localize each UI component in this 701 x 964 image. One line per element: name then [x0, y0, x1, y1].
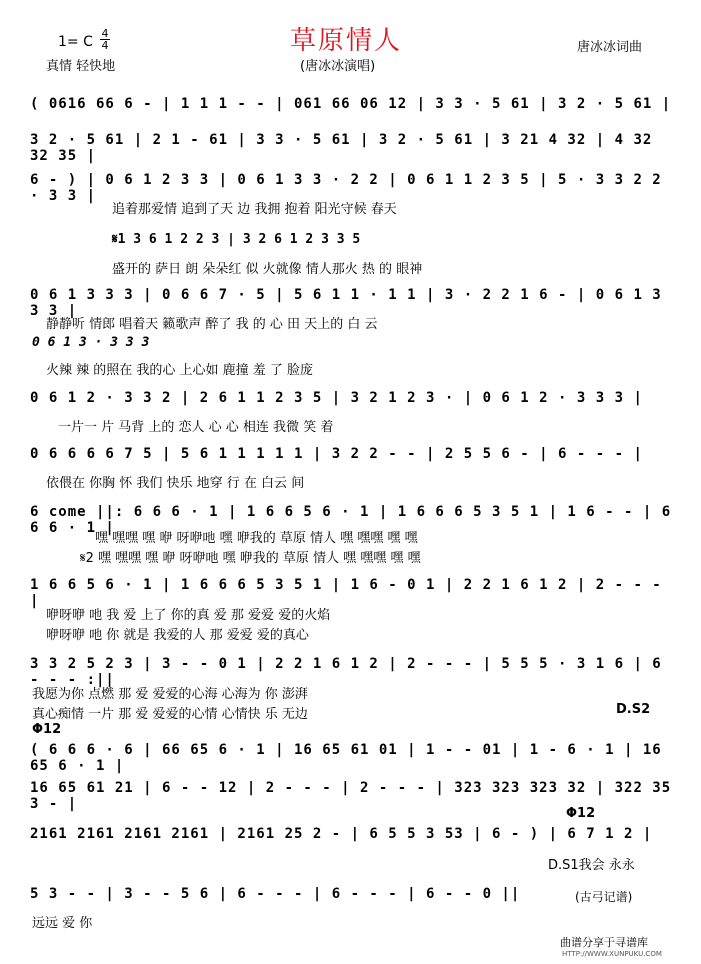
- notes: 1 6 6 5 6 · 1 | 1 6 6 6 5 3 5 1 | 1 6 - 0 1 | 2 2 1 6 1 2 | 2 - - - |: [30, 577, 662, 609]
- notation-row-1: [30, 96, 675, 118]
- lyric-line: 追着那爱情 追到了天 边 我拥 抱着 阳光守候 春天: [112, 202, 397, 217]
- notation-row-2: [30, 132, 675, 164]
- lyric-line: 咿呀咿 吔 你 就是 我爱的人 那 爱爱 爱的真心: [46, 628, 309, 643]
- notation-row-12: [30, 826, 675, 848]
- lyric-line: 火辣 辣 的照在 我的心 上心如 鹿撞 羞 了 脸庞: [46, 363, 314, 378]
- notation-row-3: [30, 172, 675, 204]
- time-signature: [100, 28, 110, 51]
- lyric-line: 依偎在 你胸 怀 我们 快乐 地穿 行 在 白云 间: [46, 476, 305, 491]
- notation-row-11: [30, 780, 675, 812]
- coda-mark: Φ12: [566, 806, 596, 821]
- notation-row-10: [30, 742, 675, 774]
- notes: 0 6 6 6 6 7 5 | 5 6 1 1 1 1 1 | 3 2 2 - - | 2 5 5 6 - | 6 - - - |: [30, 446, 643, 462]
- lyric-line: 远远 爱 你: [32, 916, 93, 931]
- notes: 2161 2161 2161 2161 | 2161 25 2 - | 6 5 5 3 53 | 6 - ) | 6 7 1 2 |: [30, 826, 653, 842]
- coda-mark: Φ12: [32, 722, 62, 737]
- notes: 3 2 · 5 61 | 2 1 - 61 | 3 3 · 5 61 | 3 2 · 5 61 | 3 21 4 32 | 4 32 32 35 |: [30, 132, 653, 164]
- lyric-line: 盛开的 萨日 朗 朵朵红 似 火就像 情人那火 热 的 眼神: [112, 262, 423, 277]
- ds1-mark: D.S1我会 永永: [548, 858, 635, 873]
- notation-row-8: [30, 577, 675, 609]
- lyric-line: 嘿 嘿嘿 嘿 咿 呀咿吔 嘿 咿我的 草原 情人 嘿 嘿嘿 嘿 嘿: [95, 531, 418, 546]
- footer-text: 曲谱分享于寻谱库: [560, 936, 648, 949]
- notation-row-5: [30, 390, 675, 412]
- notes: 5 3 - - | 3 - - 5 6 | 6 - - - | 6 - - - | 6 - - 0 ||: [30, 886, 521, 902]
- notes: 6 - ) | 0 6 1 2 3 3 | 0 6 1 3 3 · 2 2 | 0 6 1 1 2 3 5 | 5 · 3 3 2 2 · 3 3 |: [30, 172, 662, 204]
- notes: 3 3 2 5 2 3 | 3 - - 0 1 | 2 2 1 6 1 2 | 2 - - - | 5 5 5 · 3 1 6 | 6 - - - :||: [30, 656, 662, 688]
- time-bottom: 4: [101, 39, 109, 52]
- key-signature: 1= C: [58, 34, 93, 50]
- notation-row-7: [30, 504, 675, 536]
- notes: 16 65 61 21 | 6 - - 12 | 2 - - - | 2 - - - | 323 323 323 32 | 322 35 3 - |: [30, 780, 672, 812]
- notation-row-4: [30, 287, 675, 319]
- notes: 6 come ||: 6 6 6 · 1 | 1 6 6 5 6 · 1 | 1 6 6 6 5 3 5 1 | 1 6 - - | 6 6 6 · 1 |: [30, 504, 672, 536]
- footer-url[interactable]: HTTP://WWW.XUNPUKU.COM: [562, 950, 662, 958]
- tempo-marking: 真情 轻快地: [46, 59, 116, 74]
- lyric-line: 我愿为你 点燃 那 爱 爱爱的心海 心海为 你 澎湃: [32, 687, 308, 702]
- notes: ( 0616 66 6 - | 1 1 1 - - | 061 66 06 12 | 3 3 · 5 61 | 3 2 · 5 61 |: [30, 96, 672, 112]
- notes: 0 6 1 3 3 3 | 0 6 6 7 · 5 | 5 6 1 1 · 1 1 | 3 · 2 2 1 6 - | 0 6 1 3 3 3 |: [30, 287, 662, 319]
- ds2-mark: D.S2: [616, 702, 651, 717]
- notation-row-6: [30, 446, 675, 468]
- lyric-line: 静静听 情郎 唱着天 籁歌声 醉了 我 的 心 田 天上的 白 云: [46, 317, 378, 332]
- singer: (唐冰冰演唱): [300, 59, 376, 74]
- composer: 唐冰冰词曲: [577, 40, 643, 55]
- notes: 0 6 1 2 · 3 3 2 | 2 6 1 1 2 3 5 | 3 2 1 2 3 · | 0 6 1 2 · 3 3 3 |: [30, 390, 643, 406]
- page-title: 草原情人: [290, 26, 403, 56]
- lyric-line: 一片一 片 马背 上的 恋人 心 心 相连 我微 笑 着: [58, 420, 334, 435]
- time-top: 4: [101, 27, 109, 40]
- transcriber-credit: (古弓记谱): [575, 890, 633, 904]
- segno-line: 𝄋1 3 6 1 2 2 3 | 3 2 6 1 2 3 3 5: [112, 232, 361, 247]
- lyric-line: 咿呀咿 吔 我 爱 上了 你的真 爱 那 爱爱 爱的火焰: [46, 608, 331, 623]
- lyric-line: 𝄋2 嘿 嘿嘿 嘿 咿 呀咿吔 嘿 咿我的 草原 情人 嘿 嘿嘿 嘿 嘿: [80, 551, 421, 566]
- notation-fragment: 0 6 1 3 · 3 3 3: [32, 335, 150, 350]
- lyric-line: 真心痴情 一片 那 爱 爱爱的心情 心情快 乐 无边: [32, 707, 308, 722]
- notes: ( 6 6 6 · 6 | 66 65 6 · 1 | 16 65 61 01 | 1 - - 01 | 1 - 6 · 1 | 16 65 6 · 1 |: [30, 742, 662, 774]
- notation-row-9: [30, 656, 675, 688]
